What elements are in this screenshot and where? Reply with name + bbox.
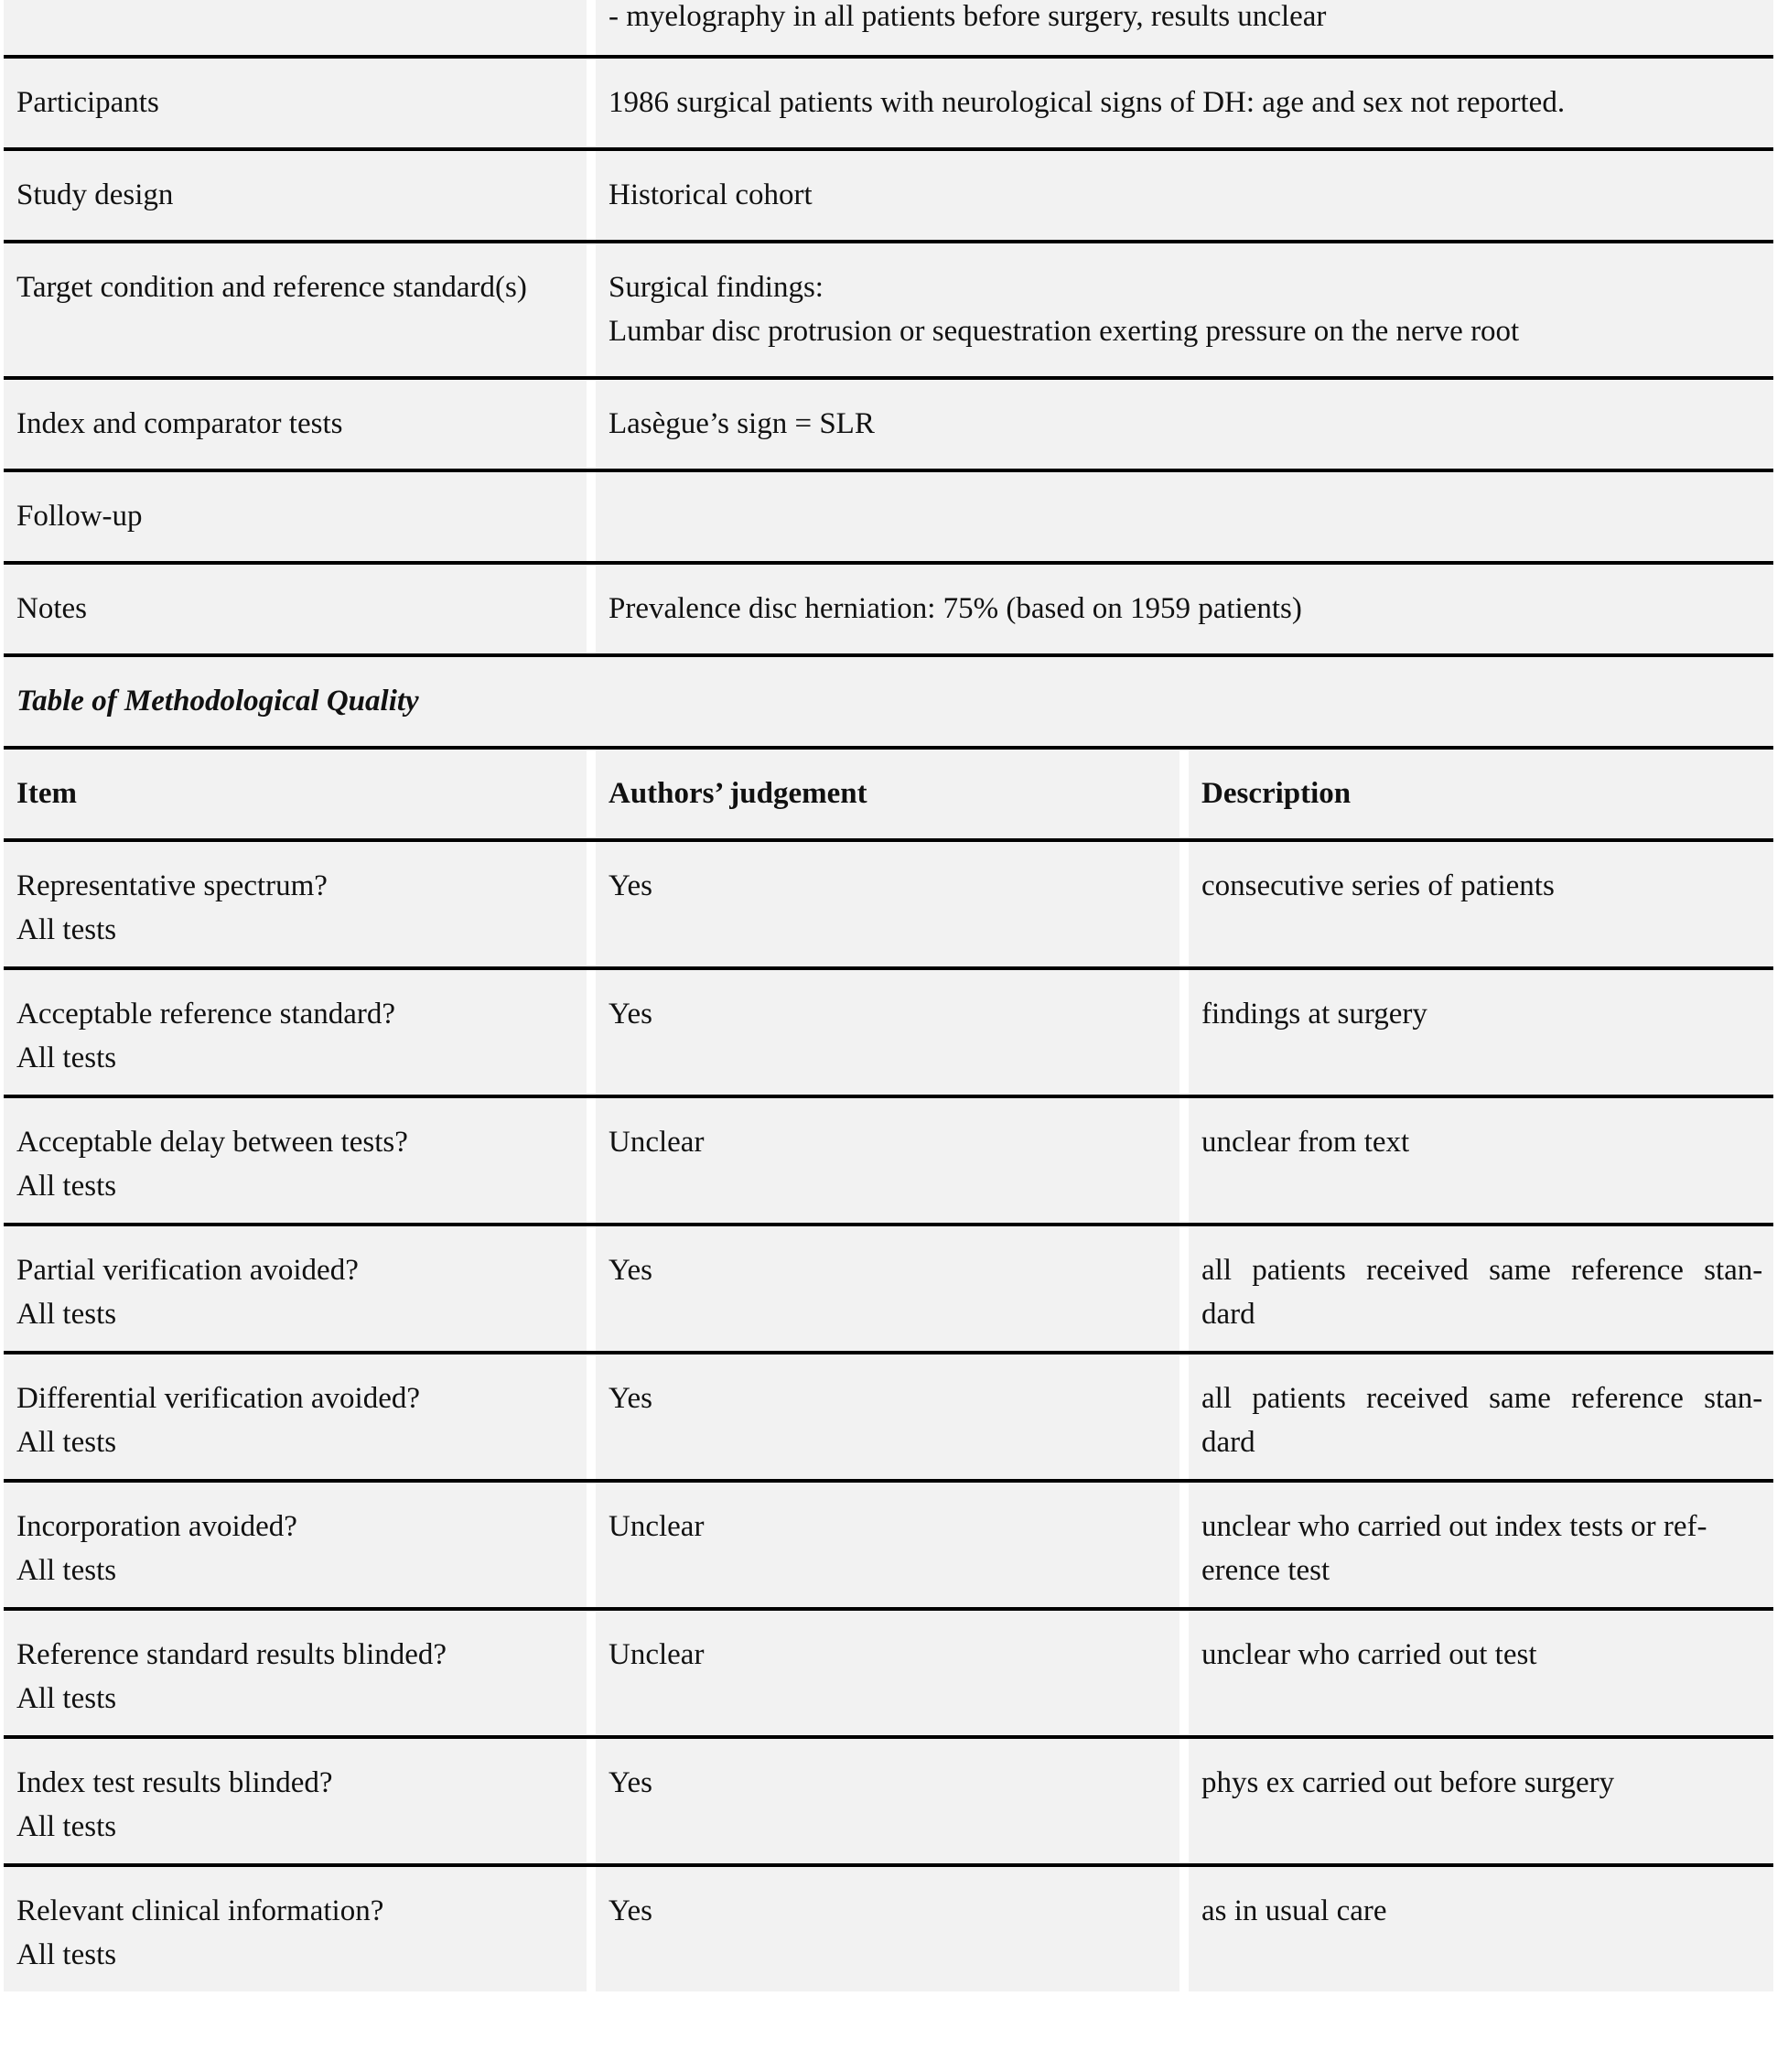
description-line: consecutive series of patients [1201,869,1555,902]
quality-table-caption: Table of Methodological Quality [16,685,419,718]
description-line: all patients received same reference stan- [1201,1254,1763,1287]
row-value-cell [596,380,1773,469]
description-line: phys ex carried out before surgery [1201,1766,1615,1799]
judgement-cell [596,970,1179,1095]
judgement-cell [596,1226,1179,1351]
judgement-value: Yes [609,998,653,1031]
item-sublabel: All tests [16,1810,117,1843]
item-label: Partial verification avoided? [16,1254,359,1287]
table-row-target-condition [4,243,1773,376]
description-line: unclear from text [1201,1126,1410,1159]
judgement-value: Unclear [609,1638,705,1671]
row-value-cell [596,243,1773,376]
row-label-cell [4,380,587,469]
column-header: Item [16,777,77,810]
item-sublabel: All tests [16,913,117,946]
table-row [4,1483,1773,1607]
judgement-cell [596,1483,1179,1607]
table-row-index-tests [4,380,1773,469]
item-cell [4,970,587,1095]
row-label-cell [4,59,587,147]
table-row [4,970,1773,1095]
judgement-cell [596,1867,1179,1991]
judgement-value: Yes [609,1894,653,1927]
row-label: Index and comparator tests [16,407,343,440]
description-cell [1189,842,1773,966]
item-sublabel: All tests [16,1298,117,1331]
table-row-follow-up [4,472,1773,561]
judgement-value: Yes [609,1382,653,1415]
item-sublabel: All tests [16,1938,117,1971]
table-row [4,1226,1773,1351]
item-sublabel: All tests [16,1426,117,1459]
description-cell [1189,1483,1773,1607]
judgement-value: Unclear [609,1510,705,1543]
row-value-cell [596,59,1773,147]
judgement-cell [596,1611,1179,1735]
row-value-line: Surgical findings: [609,271,824,304]
column-header: Description [1201,777,1352,810]
row-value-line: Lumbar disc protrusion or sequestration exerting pressure on the nerve root [609,315,1520,348]
table-row [4,1867,1773,1991]
row-label: Target condition and reference standard(s) [16,271,527,304]
description-line: dard [1201,1298,1255,1331]
description-cell [1189,1226,1773,1351]
table-row [4,1354,1773,1479]
row-label: Study design [16,178,174,211]
description-line: dard [1201,1426,1255,1459]
description-cell [1189,970,1773,1095]
table-row-notes [4,565,1773,653]
judgement-value: Yes [609,1766,653,1799]
row-label-cell [4,565,587,653]
row-label-cell [4,151,587,240]
table-row [4,842,1773,966]
description-line: findings at surgery [1201,998,1427,1031]
item-cell [4,1867,587,1991]
description-line: erence test [1201,1554,1330,1587]
description-cell [1189,1611,1773,1735]
row-label-cell [4,472,587,561]
continuation-value-cell [596,0,1773,55]
row-label: Participants [16,86,159,119]
header-cell-description [1189,750,1773,838]
description-cell [1189,1867,1773,1991]
item-cell [4,1354,587,1479]
item-cell [4,1739,587,1863]
caption-cell [4,657,1773,746]
item-label: Reference standard results blinded? [16,1638,447,1671]
judgement-cell [596,1354,1179,1479]
item-cell [4,1611,587,1735]
description-cell [1189,1739,1773,1863]
item-cell [4,1226,587,1351]
description-line: all patients received same reference stan- [1201,1382,1763,1415]
row-value: Historical cohort [609,178,813,211]
item-label: Index test results blinded? [16,1766,333,1799]
judgement-value: Yes [609,869,653,902]
item-label: Incorporation avoided? [16,1510,297,1543]
row-value: Lasègue’s sign = SLR [609,407,875,440]
item-cell [4,842,587,966]
row-value-cell [596,472,1773,561]
document-page [4,0,1773,1991]
table-row [4,1611,1773,1735]
table-row [4,1739,1773,1863]
quality-table-caption-row [4,657,1773,746]
quality-table-header [4,750,1773,838]
judgement-value: Yes [609,1254,653,1287]
item-sublabel: All tests [16,1041,117,1074]
item-sublabel: All tests [16,1682,117,1715]
judgement-cell [596,1739,1179,1863]
description-line: unclear who carried out test [1201,1638,1537,1671]
row-value: Prevalence disc herniation: 75% (based on 1959 patients) [609,592,1302,625]
row-label: Follow-up [16,500,143,533]
description-line: unclear who carried out index tests or ref- [1201,1510,1707,1543]
table-row-study-design [4,151,1773,240]
row-value-cell [596,565,1773,653]
table-row-participants [4,59,1773,147]
item-label: Relevant clinical information? [16,1894,384,1927]
item-label: Representative spectrum? [16,869,328,902]
row-label-cell [4,243,587,376]
item-label: Acceptable delay between tests? [16,1126,408,1159]
judgement-cell [596,842,1179,966]
description-cell [1189,1354,1773,1479]
description-cell [1189,1098,1773,1223]
continuation-text: - myelography in all patients before surgery, results unclear [609,0,1327,33]
row-value: 1986 surgical patients with neurological signs of DH: age and sex not reported. [609,86,1566,119]
item-cell [4,1483,587,1607]
row-value-cell [596,151,1773,240]
description-line: as in usual care [1201,1894,1387,1927]
item-cell [4,1098,587,1223]
item-label: Acceptable reference standard? [16,998,396,1031]
continuation-row [4,0,1773,55]
column-header: Authors’ judgement [609,777,867,810]
judgement-cell [596,1098,1179,1223]
item-label: Differential verification avoided? [16,1382,421,1415]
row-label: Notes [16,592,87,625]
header-cell-judgement [596,750,1179,838]
item-sublabel: All tests [16,1170,117,1203]
header-cell-item [4,750,587,838]
table-row [4,1098,1773,1223]
continuation-label-cell [4,0,587,55]
judgement-value: Unclear [609,1126,705,1159]
item-sublabel: All tests [16,1554,117,1587]
